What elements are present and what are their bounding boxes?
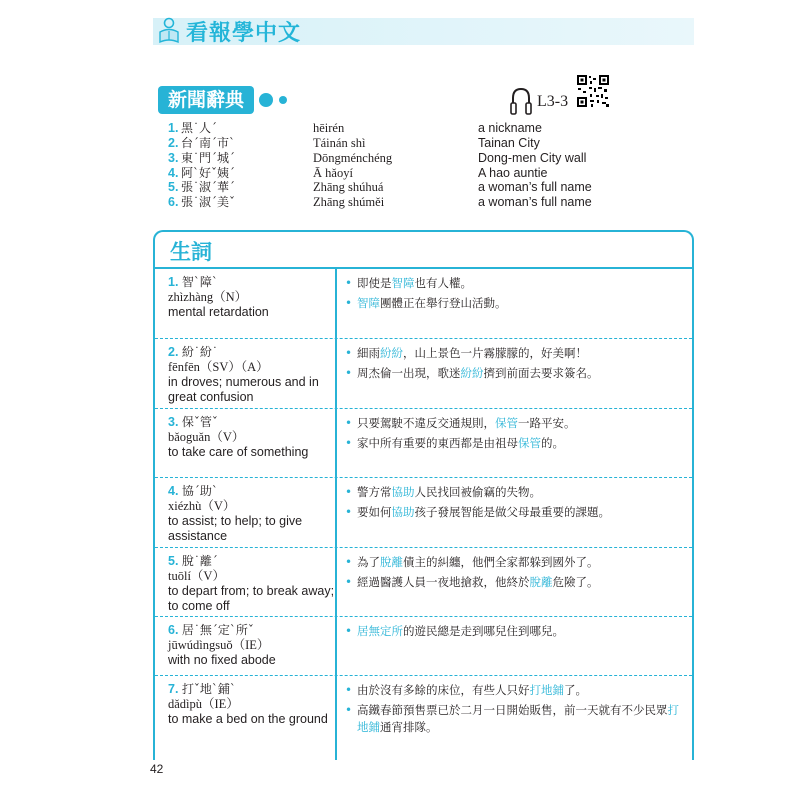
entry-hanzi: 打ˇ地ˋ鋪ˋ	[181, 682, 236, 696]
entry-number: 2.	[168, 345, 179, 359]
highlighted-term: 居無定所	[357, 624, 403, 638]
entry-examples	[345, 623, 685, 643]
entry-pinyin: dǎdìpù（IE）	[168, 697, 239, 711]
entry-english: mental retardation	[168, 305, 269, 319]
entry-pinyin: fēnfēn（SV）（A）	[168, 360, 269, 374]
item-pinyin: hēirén	[313, 121, 345, 135]
item-number: 4.	[168, 166, 179, 180]
item-english: A hao auntie	[478, 166, 548, 180]
item-number: 3.	[168, 151, 179, 165]
item-hanzi: 張˙淑ˊ華ˊ	[181, 180, 236, 194]
example-sentence: • 只要駕駛不違反交通規則，保管一路平安。	[345, 415, 685, 432]
example-sentence: • 經過醫護人員一夜地搶救，他終於脫離危險了。	[345, 574, 685, 591]
example-sentence: • 要如何協助孩子發展智能是做父母最重要的課題。	[345, 504, 685, 521]
entry-hanzi: 協ˊ助ˋ	[181, 484, 218, 498]
section-title-vocabulary: 生詞	[170, 240, 212, 264]
decorative-dot	[279, 96, 287, 104]
qr-code-icon[interactable]	[576, 74, 610, 108]
highlighted-term: 協助	[391, 485, 415, 499]
item-english: a woman’s full name	[478, 180, 592, 194]
entry-examples	[345, 554, 685, 594]
item-english: a woman’s full name	[478, 195, 592, 209]
entry-hanzi: 智ˋ障ˋ	[181, 275, 218, 289]
entry-number: 5.	[168, 554, 179, 568]
vocabulary-entry	[155, 617, 692, 676]
entry-english: to depart from; to break away; to come off	[168, 584, 335, 613]
example-sentence: • 周杰倫一出現，歌迷紛紛擠到前面去要求簽名。	[345, 365, 685, 382]
highlighted-term: 脫離	[380, 555, 403, 569]
item-english: Dong-men City wall	[478, 151, 587, 165]
entry-examples	[345, 345, 685, 385]
highlighted-term: 保管	[518, 436, 541, 450]
header-title: 看報學中文	[186, 21, 302, 46]
example-sentence: • 即使是智障也有人權。	[345, 275, 685, 292]
example-sentence: • 高鐵春節預售票已於二月一日開始販售，前一天就有不少民眾打地鋪通宵排隊。	[345, 702, 685, 736]
vocabulary-entry	[155, 478, 692, 548]
entry-number: 7.	[168, 682, 179, 696]
entry-english: to make a bed on the ground	[168, 712, 328, 726]
highlighted-term: 協助	[391, 505, 415, 519]
entry-number: 1.	[168, 275, 179, 289]
entry-number: 4.	[168, 484, 179, 498]
entry-english: to assist; to help; to give assistance	[168, 514, 303, 543]
entry-pinyin: jūwúdìngsuǒ（IE）	[168, 638, 270, 652]
entry-hanzi: 保ˇ管ˇ	[181, 415, 218, 429]
example-sentence: • 居無定所的遊民總是走到哪兒住到哪兒。	[345, 623, 685, 640]
entry-hanzi: 脫˙離ˊ	[181, 554, 218, 568]
entry-term	[168, 554, 338, 614]
page-number: 42	[150, 762, 164, 776]
entry-hanzi: 居˙無ˊ定ˋ所ˇ	[181, 623, 254, 637]
entry-english: to take care of something	[168, 445, 309, 459]
highlighted-term: 智障	[391, 276, 415, 290]
item-hanzi: 台ˊ南ˊ市ˋ	[181, 136, 236, 150]
entry-pinyin: tuōlí（V）	[168, 569, 225, 583]
entry-number: 6.	[168, 623, 179, 637]
vocabulary-entry	[155, 409, 692, 478]
item-number: 6.	[168, 195, 179, 209]
entry-hanzi: 紛˙紛˙	[181, 345, 218, 359]
vocabulary-entry	[155, 339, 692, 409]
entry-pinyin: xiézhù（V）	[168, 499, 236, 513]
item-english: a nickname	[478, 121, 542, 135]
entry-term	[168, 682, 338, 727]
item-number: 2.	[168, 136, 179, 150]
item-pinyin: Táinán shì	[313, 136, 366, 150]
example-sentence: • 警方常協助人民找回被偷竊的失物。	[345, 484, 685, 501]
entry-pinyin: bǎoguǎn（V）	[168, 430, 245, 444]
entry-term	[168, 275, 338, 320]
entry-number: 3.	[168, 415, 179, 429]
decorative-dot	[259, 93, 273, 107]
item-number: 5.	[168, 180, 179, 194]
highlighted-term: 智障	[357, 296, 380, 310]
highlighted-term: 紛紛	[380, 346, 403, 360]
item-hanzi: 東˙門ˊ城ˊ	[181, 151, 236, 165]
entry-term	[168, 484, 338, 544]
example-sentence: • 由於沒有多餘的床位，有些人只好打地鋪了。	[345, 682, 685, 699]
entry-english: with no fixed abode	[168, 653, 276, 667]
highlighted-term: 打地鋪	[357, 703, 679, 734]
entry-examples	[345, 682, 685, 739]
vocabulary-entry	[155, 548, 692, 617]
item-hanzi: 阿ˋ好ˇ姨ˊ	[181, 166, 236, 180]
reading-person-icon	[156, 16, 182, 46]
highlighted-term: 打地鋪	[529, 683, 564, 697]
item-pinyin: Ā hǎoyí	[313, 166, 353, 180]
vocabulary-entry	[155, 269, 692, 339]
vocabulary-entry	[155, 676, 692, 760]
audio-track-label: L3-3	[537, 93, 569, 110]
entry-term	[168, 345, 338, 405]
section-title-dictionary: 新聞辭典	[158, 86, 254, 114]
highlighted-term: 保管	[495, 416, 518, 430]
example-sentence: • 智障團體正在舉行登山活動。	[345, 295, 685, 312]
item-pinyin: Dōngménchéng	[313, 151, 393, 165]
example-sentence: • 為了脫離債主的糾纏，他們全家都躲到國外了。	[345, 554, 685, 571]
item-english: Tainan City	[478, 136, 540, 150]
entry-examples	[345, 415, 685, 455]
highlighted-term: 紛紛	[460, 366, 484, 380]
item-number: 1.	[168, 121, 179, 135]
audio-track-icon[interactable]	[510, 86, 532, 116]
item-hanzi: 黑˙人ˊ	[181, 121, 218, 135]
entry-examples	[345, 484, 685, 524]
item-pinyin: Zhāng shúhuá	[313, 180, 384, 194]
entry-pinyin: zhìzhàng（N）	[168, 290, 248, 304]
highlighted-term: 脫離	[529, 575, 553, 589]
example-sentence: • 細雨紛紛，山上景色一片霧朦朦的，好美啊！	[345, 345, 685, 362]
entry-examples	[345, 275, 685, 315]
item-pinyin: Zhāng shúměi	[313, 195, 385, 209]
entry-term	[168, 623, 338, 668]
entry-term	[168, 415, 338, 460]
example-sentence: • 家中所有重要的東西都是由祖母保管的。	[345, 435, 685, 452]
item-hanzi: 張˙淑ˊ美ˇ	[181, 195, 236, 209]
entry-english: in droves; numerous and in great confusion	[168, 375, 319, 404]
